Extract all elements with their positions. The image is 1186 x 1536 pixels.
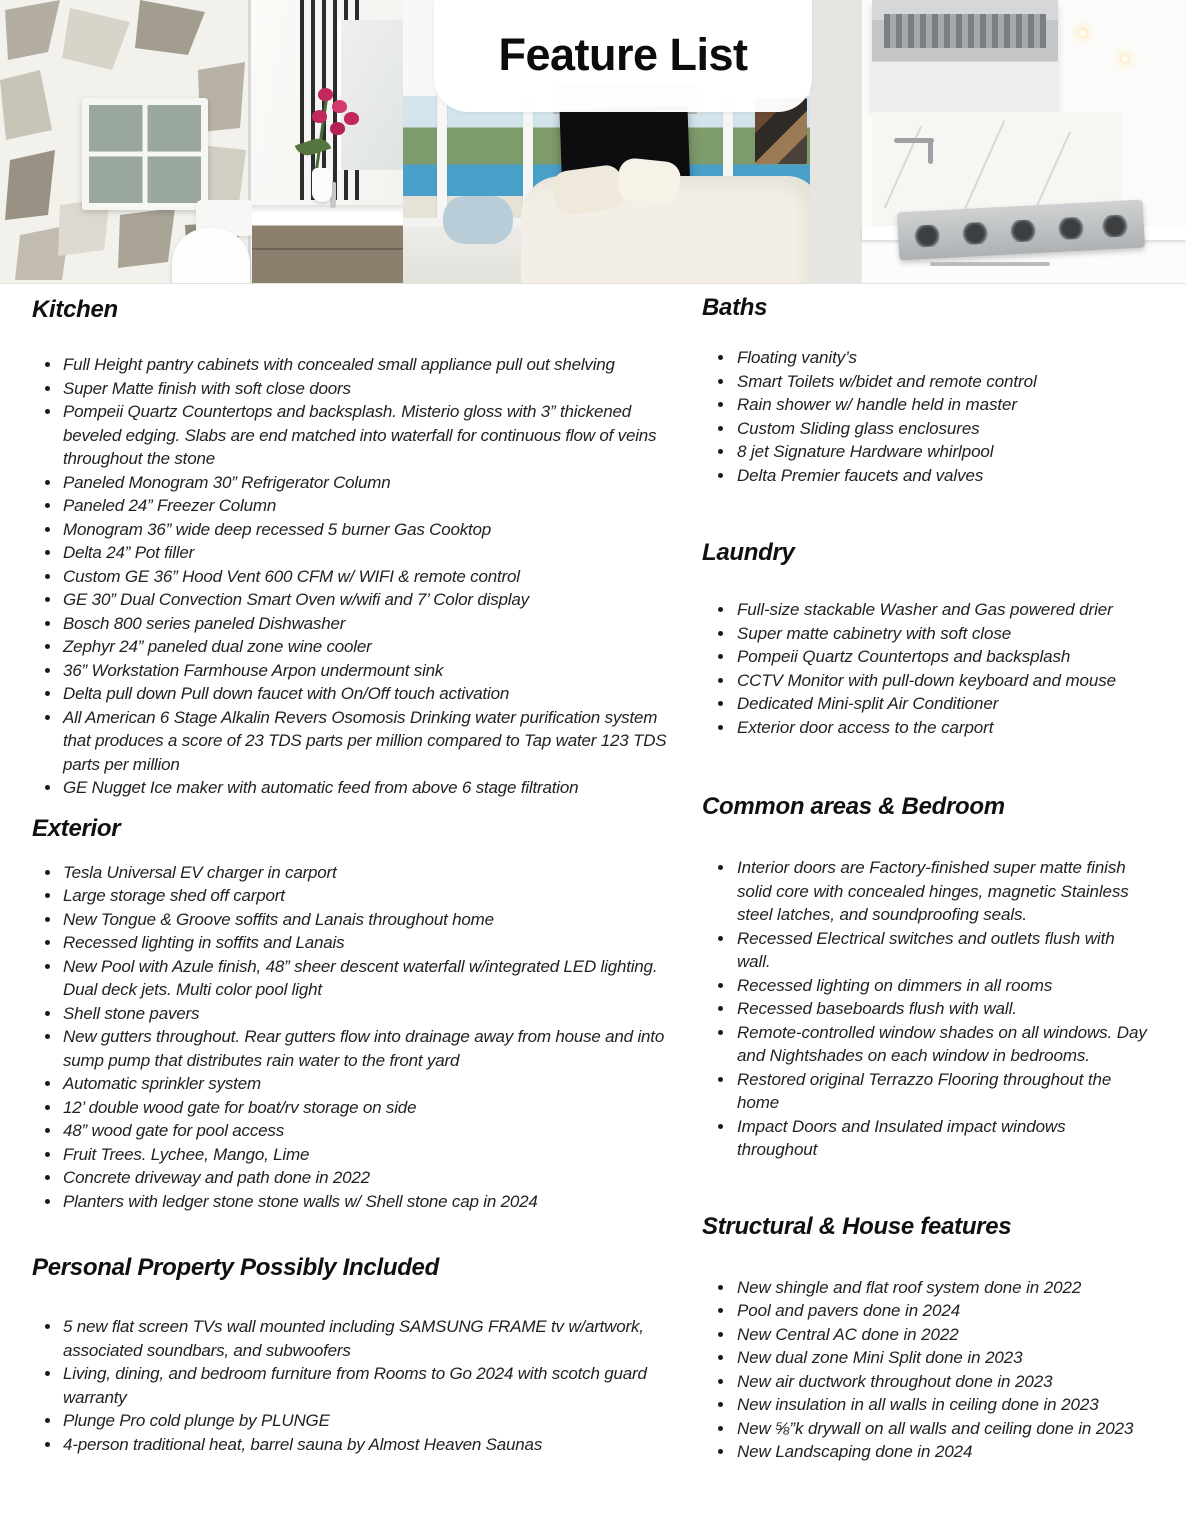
list-item: Automatic sprinkler system <box>32 1072 677 1096</box>
list-item: Impact Doors and Insulated impact windows throughout <box>702 1115 1147 1162</box>
burner <box>1007 219 1038 243</box>
feature-list <box>702 1276 1147 1464</box>
list-item: Custom GE 36” Hood Vent 600 CFM w/ WIFI & remote control <box>32 565 677 589</box>
list-item: Full Height pantry cabinets with concealed small appliance pull out shelving <box>32 353 677 377</box>
section-common-areas <box>702 792 1154 1162</box>
photo-bathroom <box>0 0 403 283</box>
list-item: New dual zone Mini Split done in 2023 <box>702 1346 1147 1370</box>
feature-list <box>32 861 677 1214</box>
section-heading: Kitchen <box>32 296 118 323</box>
feature-list <box>702 856 1147 1162</box>
list-item: Delta pull down Pull down faucet with On/Off touch activation <box>32 682 677 706</box>
list-item: Planters with ledger stone stone walls w/ Shell stone cap in 2024 <box>32 1190 677 1214</box>
list-item: Custom Sliding glass enclosures <box>702 417 1147 441</box>
list-item: New Tongue & Groove soffits and Lanais throughout home <box>32 908 677 932</box>
vanity-mirror <box>338 20 403 170</box>
list-item: Rain shower w/ handle held in master <box>702 393 1147 417</box>
list-item: Dedicated Mini-split Air Conditioner <box>702 692 1147 716</box>
list-item: Bosch 800 series paneled Dishwasher <box>32 612 677 636</box>
list-item: New Landscaping done in 2024 <box>702 1440 1147 1464</box>
bathroom-window <box>82 98 208 210</box>
list-item: Super matte cabinetry with soft close <box>702 622 1147 646</box>
right-column <box>702 283 1154 1464</box>
ceiling-light <box>1120 54 1130 64</box>
orchid-bloom <box>330 122 345 135</box>
burner <box>1055 217 1086 241</box>
list-item: Smart Toilets w/bidet and remote control <box>702 370 1147 394</box>
list-item: Fruit Trees. Lychee, Mango, Lime <box>32 1143 677 1167</box>
section-personal-property <box>32 1253 692 1456</box>
list-item: Remote-controlled window shades on all windows. Day and Nightshades on each window in bedrooms. <box>702 1021 1147 1068</box>
list-item: New gutters throughout. Rear gutters flow into drainage away from house and into sump pump that distributes rain water to the front yard <box>32 1025 677 1072</box>
orchid-bloom <box>312 110 327 123</box>
burner <box>912 224 943 248</box>
window-mullion <box>89 152 201 157</box>
section-heading: Common areas & Bedroom <box>702 793 1005 820</box>
section-heading: Baths <box>702 294 768 321</box>
title-banner <box>434 0 812 112</box>
marble-vein <box>1035 131 1071 209</box>
list-item: Living, dining, and bedroom furniture from Rooms to Go 2024 with scotch guard warranty <box>32 1362 677 1409</box>
list-item: Exterior door access to the carport <box>702 716 1147 740</box>
page-title: Feature List <box>498 29 748 80</box>
list-item: Concrete driveway and path done in 2022 <box>32 1166 677 1190</box>
list-item: 48” wood gate for pool access <box>32 1119 677 1143</box>
list-item: Zephyr 24” paneled dual zone wine cooler <box>32 635 677 659</box>
list-item: Delta Premier faucets and valves <box>702 464 1147 488</box>
floating-vanity <box>252 205 403 283</box>
list-item: Pool and pavers done in 2024 <box>702 1299 1147 1323</box>
orchid-bloom <box>332 100 347 113</box>
left-column <box>32 283 692 1456</box>
list-item: New air ductwork throughout done in 2023 <box>702 1370 1147 1394</box>
list-item: Pompeii Quartz Countertops and backsplash. Misterio gloss with 3” thickened beveled edging. Slabs are end matched into waterfall for continuous flow of veins throughout the stone <box>32 400 677 471</box>
list-item: Plunge Pro cold plunge by PLUNGE <box>32 1409 677 1433</box>
photo-banner <box>0 0 1186 284</box>
feature-list <box>702 598 1147 739</box>
feature-list <box>32 353 677 800</box>
orchid-bloom <box>318 88 333 101</box>
photo-kitchen <box>810 0 1186 283</box>
list-item: CCTV Monitor with pull-down keyboard and mouse <box>702 669 1147 693</box>
ceiling-light <box>1078 28 1088 38</box>
list-item: 12’ double wood gate for boat/rv storage on side <box>32 1096 677 1120</box>
list-item: 5 new flat screen TVs wall mounted including SAMSUNG FRAME tv w/artwork, associated soundbars, and subwoofers <box>32 1315 677 1362</box>
section-baths <box>702 293 1154 487</box>
list-item: Interior doors are Factory-finished super matte finish solid core with concealed hinges, magnetic Stainless steel latches, and soundproofing seals. <box>702 856 1147 927</box>
list-item: 8 jet Signature Hardware whirlpool <box>702 440 1147 464</box>
list-item: New Central AC done in 2022 <box>702 1323 1147 1347</box>
list-item: New shingle and flat roof system done in 2022 <box>702 1276 1147 1300</box>
list-item: Recessed Electrical switches and outlets flush with wall. <box>702 927 1147 974</box>
section-heading: Personal Property Possibly Included <box>32 1254 439 1281</box>
list-item: Recessed lighting in soffits and Lanais <box>32 931 677 955</box>
section-heading: Structural & House features <box>702 1212 1012 1240</box>
list-item: Delta 24” Pot filler <box>32 541 677 565</box>
burner <box>960 222 991 246</box>
list-item: Monogram 36” wide deep recessed 5 burner Gas Cooktop <box>32 518 677 542</box>
vanity-drawer-line <box>252 248 403 250</box>
list-item: Super Matte finish with soft close doors <box>32 377 677 401</box>
list-item: Large storage shed off carport <box>32 884 677 908</box>
feature-list <box>702 346 1147 487</box>
orchid-bloom <box>344 112 359 125</box>
list-item: Paneled Monogram 30” Refrigerator Column <box>32 471 677 495</box>
list-item: All American 6 Stage Alkalin Revers Osomosis Drinking water purification system that produces a score of 23 TDS parts per million compared to Tap water 123 TDS parts per million <box>32 706 677 777</box>
list-item: GE 30” Dual Convection Smart Oven w/wifi and 7’ Color display <box>32 588 677 612</box>
list-item: 4-person traditional heat, barrel sauna by Almost Heaven Saunas <box>32 1433 677 1457</box>
list-item: Floating vanity’s <box>702 346 1147 370</box>
pot-filler-faucet <box>928 138 933 164</box>
section-kitchen <box>32 295 692 800</box>
section-structural <box>702 1212 1154 1464</box>
burner <box>1099 214 1130 238</box>
orchid-vase <box>312 168 332 202</box>
window-mullion <box>437 90 447 224</box>
list-item: Full-size stackable Washer and Gas powered drier <box>702 598 1147 622</box>
section-heading: Exterior <box>32 814 121 842</box>
marble-vein <box>961 120 1006 217</box>
sofa-cushion <box>616 157 682 205</box>
list-item: New Pool with Azule finish, 48” sheer descent waterfall w/integrated LED lighting. Dual deck jets. Multi color pool light <box>32 955 677 1002</box>
list-item: GE Nugget Ice maker with automatic feed from above 6 stage filtration <box>32 776 677 800</box>
list-item: Recessed lighting on dimmers in all rooms <box>702 974 1147 998</box>
feature-list <box>32 1315 677 1456</box>
list-item: Recessed baseboards flush with wall. <box>702 997 1147 1021</box>
list-item: Paneled 24” Freezer Column <box>32 494 677 518</box>
section-laundry <box>702 538 1154 739</box>
drawer-handle <box>930 262 1050 266</box>
list-item: 36” Workstation Farmhouse Arpon undermount sink <box>32 659 677 683</box>
list-item: Tesla Universal EV charger in carport <box>32 861 677 885</box>
list-item: Restored original Terrazzo Flooring throughout the home <box>702 1068 1147 1115</box>
section-exterior <box>32 814 692 1214</box>
list-item: Shell stone pavers <box>32 1002 677 1026</box>
section-heading: Laundry <box>702 539 795 566</box>
hood-vent-grill <box>884 14 1046 48</box>
list-item: Pompeii Quartz Countertops and backsplash <box>702 645 1147 669</box>
list-item: New ⅝”k drywall on all walls and ceiling done in 2023 <box>702 1417 1147 1441</box>
pouf <box>443 196 513 244</box>
list-item: New insulation in all walls in ceiling done in 2023 <box>702 1393 1147 1417</box>
shower-glass-edge <box>248 0 251 283</box>
